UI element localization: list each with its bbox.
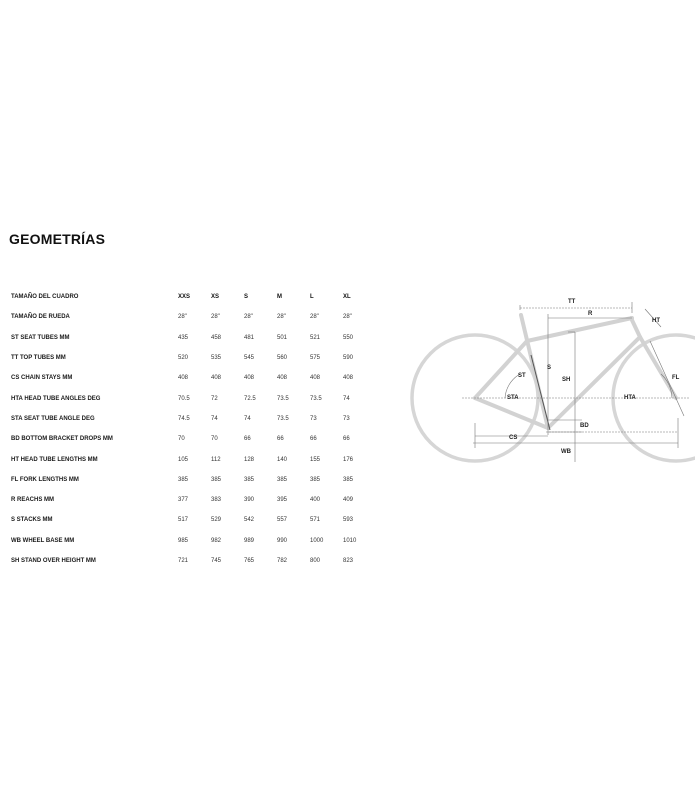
row-label: STA SEAT TUBE ANGLE DEG [11,415,95,422]
cell-value: 501 [277,334,288,341]
cell-value: 70 [178,436,185,443]
measurement-lines [462,302,690,462]
cell-value: 73.5 [277,395,289,402]
cell-value: 72.5 [244,395,256,402]
table-row [11,531,376,551]
cell-value: 529 [211,517,222,524]
cell-value: 575 [310,355,321,362]
row-label: R REACHS MM [11,497,54,504]
cell-value: 560 [277,355,288,362]
label-fl: FL [672,375,680,381]
cell-value: 390 [244,497,255,504]
cell-value: 28" [310,314,319,321]
row-label: ST SEAT TUBES MM [11,334,70,341]
cell-value: 70 [211,436,218,443]
label-ht: HT [652,318,660,324]
cell-value: 800 [310,558,321,564]
cell-value: 542 [244,517,255,524]
row-label: SH STAND OVER HEIGHT MM [11,558,96,564]
cell-value: 408 [310,375,321,382]
cell-value: 66 [277,436,284,443]
cell-value: 176 [343,456,354,463]
row-label: FL FORK LENGTHS MM [11,476,79,483]
table-row [11,429,376,449]
table-row [11,307,376,327]
table-row [11,388,376,408]
cell-value: 28" [277,314,286,321]
row-label: HTA HEAD TUBE ANGLES DEG [11,395,101,402]
cell-value: 66 [244,436,251,443]
size-header: M [277,294,282,301]
cell-value: 74 [343,395,350,402]
cell-value: 1000 [310,537,324,544]
label-r: R [588,311,593,317]
cell-value: 112 [211,456,221,463]
row-label: HT HEAD TUBE LENGTHS MM [11,456,98,463]
cell-value: 73.5 [310,395,322,402]
size-header: XXS [178,294,191,301]
cell-value: 408 [343,375,354,382]
label-wb: WB [561,449,571,455]
cell-value: 377 [178,497,189,504]
bike-frame [475,315,676,428]
cell-value: 521 [310,334,321,341]
label-sta: STA [507,395,519,401]
table-row [11,348,376,368]
table-row [11,328,376,348]
size-header: XL [343,294,351,301]
table-row [11,551,376,571]
cell-value: 385 [244,476,255,483]
cell-value: 66 [343,436,350,443]
cell-value: 535 [211,355,222,362]
cell-value: 400 [310,497,321,504]
cell-value: 990 [277,537,288,544]
cell-value: 70.5 [178,395,190,402]
table-row [11,470,376,490]
label-cs: CS [509,435,518,441]
label-tt: TT [568,299,576,305]
size-header: S [244,294,249,301]
cell-value: 458 [211,334,222,341]
cell-value: 28" [211,314,220,321]
cell-value: 74 [211,415,218,422]
cell-value: 517 [178,517,189,524]
row-label: CS CHAIN STAYS MM [11,375,73,382]
size-header: XS [211,294,220,301]
cell-value: 409 [343,497,354,504]
cell-value: 590 [343,355,354,362]
cell-value: 408 [244,375,255,382]
cell-value: 435 [178,334,189,341]
row-label: TT TOP TUBES MM [11,355,66,362]
cell-value: 73.5 [277,415,289,422]
cell-value: 982 [211,537,222,544]
cell-value: 385 [310,476,321,483]
cell-value: 105 [178,456,189,463]
table-row [11,490,376,510]
cell-value: 765 [244,558,255,564]
row-label: TAMAÑO DE RUEDA [11,314,70,321]
cell-value: 782 [277,558,288,564]
page-title: GEOMETRÍAS [9,231,106,247]
table-row [11,510,376,530]
cell-value: 395 [277,497,288,504]
cell-value: 593 [343,517,354,524]
cell-value: 73 [343,415,350,422]
cell-value: 481 [244,334,255,341]
geometry-table [11,287,376,571]
cell-value: 550 [343,334,354,341]
bike-geometry-diagram [405,288,695,468]
cell-value: 72 [211,395,218,402]
cell-value: 28" [178,314,187,321]
cell-value: 28" [244,314,253,321]
cell-value: 28" [343,314,352,321]
label-sh: SH [562,377,571,383]
row-label: WB WHEEL BASE MM [11,537,75,544]
header-size-label: TAMAÑO DEL CUADRO [11,294,79,301]
cell-value: 128 [244,456,255,463]
cell-value: 823 [343,558,354,564]
cell-value: 74.5 [178,415,190,422]
label-st: ST [518,373,526,379]
cell-value: 385 [343,476,354,483]
cell-value: 557 [277,517,288,524]
label-bd: BD [580,423,589,429]
cell-value: 140 [277,456,288,463]
table-row [11,368,376,388]
cell-value: 385 [211,476,222,483]
cell-value: 1010 [343,537,357,544]
table-row [11,449,376,469]
cell-value: 408 [211,375,222,382]
cell-value: 74 [244,415,251,422]
size-header: L [310,294,314,301]
cell-value: 571 [310,517,321,524]
row-label: BD BOTTOM BRACKET DROPS MM [11,436,113,443]
cell-value: 989 [244,537,255,544]
cell-value: 520 [178,355,189,362]
cell-value: 545 [244,355,255,362]
cell-value: 155 [310,456,321,463]
cell-value: 383 [211,497,222,504]
cell-value: 721 [178,558,189,564]
label-s: S [547,365,552,371]
cell-value: 985 [178,537,189,544]
cell-value: 73 [310,415,317,422]
cell-value: 745 [211,558,222,564]
table-row [11,409,376,429]
cell-value: 66 [310,436,317,443]
table-header-row [11,287,376,307]
cell-value: 408 [178,375,189,382]
cell-value: 408 [277,375,288,382]
row-label: S STACKS MM [11,517,53,524]
label-hta: HTA [624,395,636,401]
cell-value: 385 [178,476,189,483]
cell-value: 385 [277,476,288,483]
